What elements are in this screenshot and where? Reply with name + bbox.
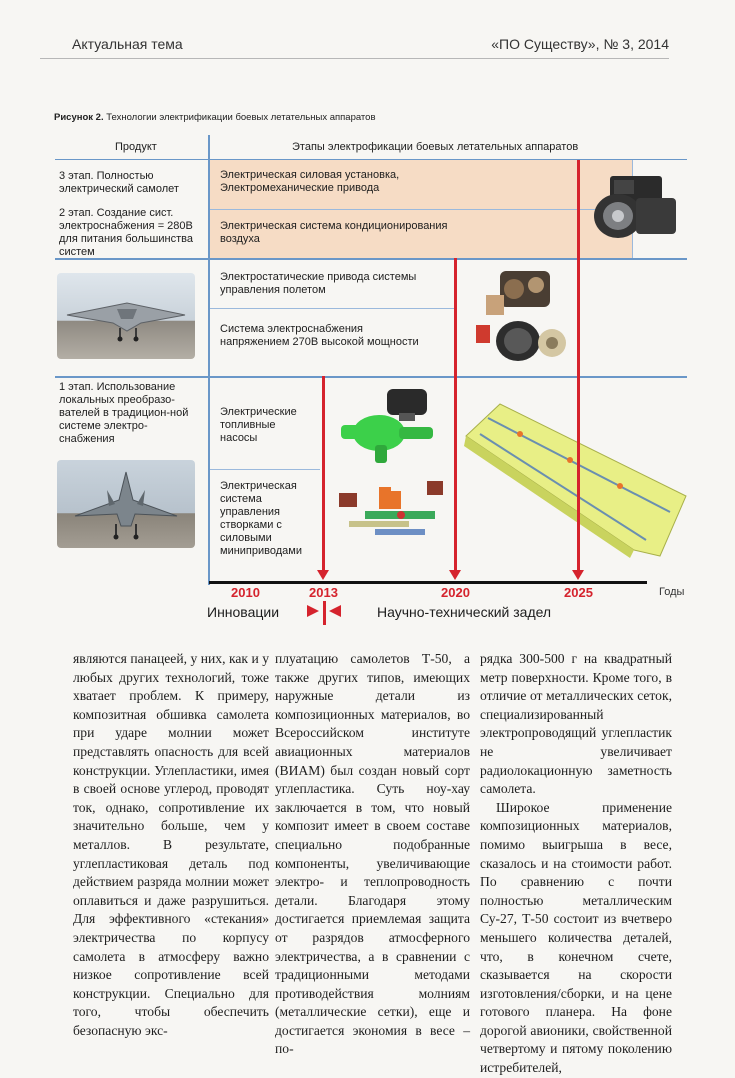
col3-paragraph-1: рядка 300-500 г на квадратный метр поверхности. Кроме того, в отличие от металлических сеток, специализированный электропроводящий углепластик не увеличивает радиолокационную заметность самолета. bbox=[480, 651, 672, 797]
figure-caption bbox=[54, 112, 376, 123]
article-column-1 bbox=[73, 650, 269, 1040]
mini-drives-illustration bbox=[335, 477, 450, 555]
col2-paragraph-1: плуатацию самолетов Т-50, а также других типов, имеющих наружные детали из композиционных материалов, во Всероссийском институте авиационных материалов (ВИАМ) был создан новый сорт углепластика. Суть ноу-хау заключается в том, что новый композит имеет в своем составе специально подобранные компоненты, увеличивающие электро- и теплопроводность детали. Благодаря этому достигается приемлемая защита от разрядов атмосферного электричества, а в сравнении с традиционными методами противодействия молниям (металлические сетки), еще и достигается экономия в весе – по- bbox=[275, 651, 470, 1057]
year-2010: 2010 bbox=[231, 585, 260, 600]
backlog-label: Научно-технический задел bbox=[377, 604, 552, 620]
milestone-line-2020 bbox=[454, 258, 457, 572]
article-column-2 bbox=[275, 650, 470, 1059]
issue-info: «ПО Существу», № 3, 2014 bbox=[491, 36, 669, 52]
stage-power-plant: Электрическая силовая установка, Электромеханические привода bbox=[220, 169, 400, 194]
jet-image bbox=[57, 460, 195, 548]
arrow-right-icon bbox=[329, 605, 341, 617]
year-2013: 2013 bbox=[309, 585, 338, 600]
milestone-line-2025 bbox=[577, 160, 580, 572]
article-column-3 bbox=[480, 650, 672, 1078]
electrification-figure bbox=[55, 135, 687, 631]
milestone-arrow-2025 bbox=[572, 570, 584, 580]
stage-power-supply-270v: Система электроснабжения напряжением 270В высокой мощности bbox=[220, 323, 419, 348]
figure-caption-label: Рисунок 2. bbox=[54, 112, 104, 123]
product-stage1: 1 этап. Использование локальных преобразо-вателей в традицион-ной системе электро-снабжения bbox=[59, 381, 189, 445]
milestone-line-2013 bbox=[322, 376, 325, 572]
fuel-pump-illustration bbox=[335, 387, 450, 467]
cell-divider-c bbox=[210, 469, 320, 470]
stage-fuel-pumps: Электрические топливные насосы bbox=[220, 406, 297, 444]
page-header bbox=[40, 32, 669, 59]
cell-divider-a bbox=[210, 209, 632, 210]
electric-motor-illustration bbox=[590, 168, 682, 248]
years-axis-label: Годы bbox=[659, 586, 685, 598]
product-stage2: 2 этап. Создание сист. электроснабжения = 280В для питания большинства систем bbox=[59, 207, 193, 258]
uav-image bbox=[57, 273, 195, 359]
stealth-uav-photo bbox=[57, 273, 195, 359]
actuator-assembly-illustration bbox=[470, 263, 578, 371]
arrow-left-icon bbox=[307, 605, 319, 617]
cell-divider-b bbox=[210, 308, 455, 309]
column-header-stages: Этапы электрофикации боевых летательных аппаратов bbox=[292, 141, 579, 153]
innovations-label: Инновации bbox=[207, 604, 280, 620]
table-header bbox=[55, 135, 687, 160]
column-header-product: Продукт bbox=[115, 141, 157, 153]
milestone-arrow-2020 bbox=[449, 570, 461, 580]
stage-electrostatic-drives: Электростатические привода системы управления полетом bbox=[220, 271, 417, 296]
year-2025: 2025 bbox=[564, 585, 593, 600]
year-2020: 2020 bbox=[441, 585, 470, 600]
section-title: Актуальная тема bbox=[72, 36, 183, 52]
divider-tick bbox=[323, 601, 326, 625]
stage-door-control: Электрическая система управления створками с силовыми миниприводами bbox=[220, 480, 302, 557]
fighter-jet-photo bbox=[57, 460, 195, 548]
col3-paragraph-2: Широкое применение композиционных материалов, помимо выигрыша в весе, сказалось и на стоимости работ. По сравнению с почти полностью металлическим Су-27, Т-50 состоит из вчетверо меньшего количества деталей, что, в конечном счете, сказывается на скорости изготовления/сборки, и на цене готового планера. На фоне дорогой авионики, свойственной четвертому и пятому поколению истребителей, bbox=[480, 799, 672, 1076]
stage-air-conditioning: Электрическая система кондиционирования воздуха bbox=[220, 220, 448, 245]
figure-caption-text: Технологии электрификации боевых летательных аппаратов bbox=[103, 112, 376, 123]
col1-paragraph-1: являются панацеей, у них, как и у любых других технологий, тоже хватает проблем. К примеру, композитная обшивка самолета при ударе молнии может представлять опасность для всей конструкции. Углепластики, имея в своей основе углерод, проводят ток, однако, сопротивление их значительно больше, чем у металлов. В результате, углепластиковая деталь под действием разряда молнии может оплавиться и даже разрушиться. Для эффективного «стекания» электричества по корпусу самолета в атмосферу важно низкое сопротивление всей конструкции. Специально для того, чтобы обеспечить безопасную экс- bbox=[73, 651, 269, 1038]
fuselage-panel-illustration bbox=[460, 400, 688, 560]
milestone-arrow-2013 bbox=[317, 570, 329, 580]
timeline-axis bbox=[209, 581, 647, 584]
product-stage3: 3 этап. Полностью электрический самолет bbox=[59, 170, 179, 195]
row-divider-2 bbox=[55, 376, 687, 378]
